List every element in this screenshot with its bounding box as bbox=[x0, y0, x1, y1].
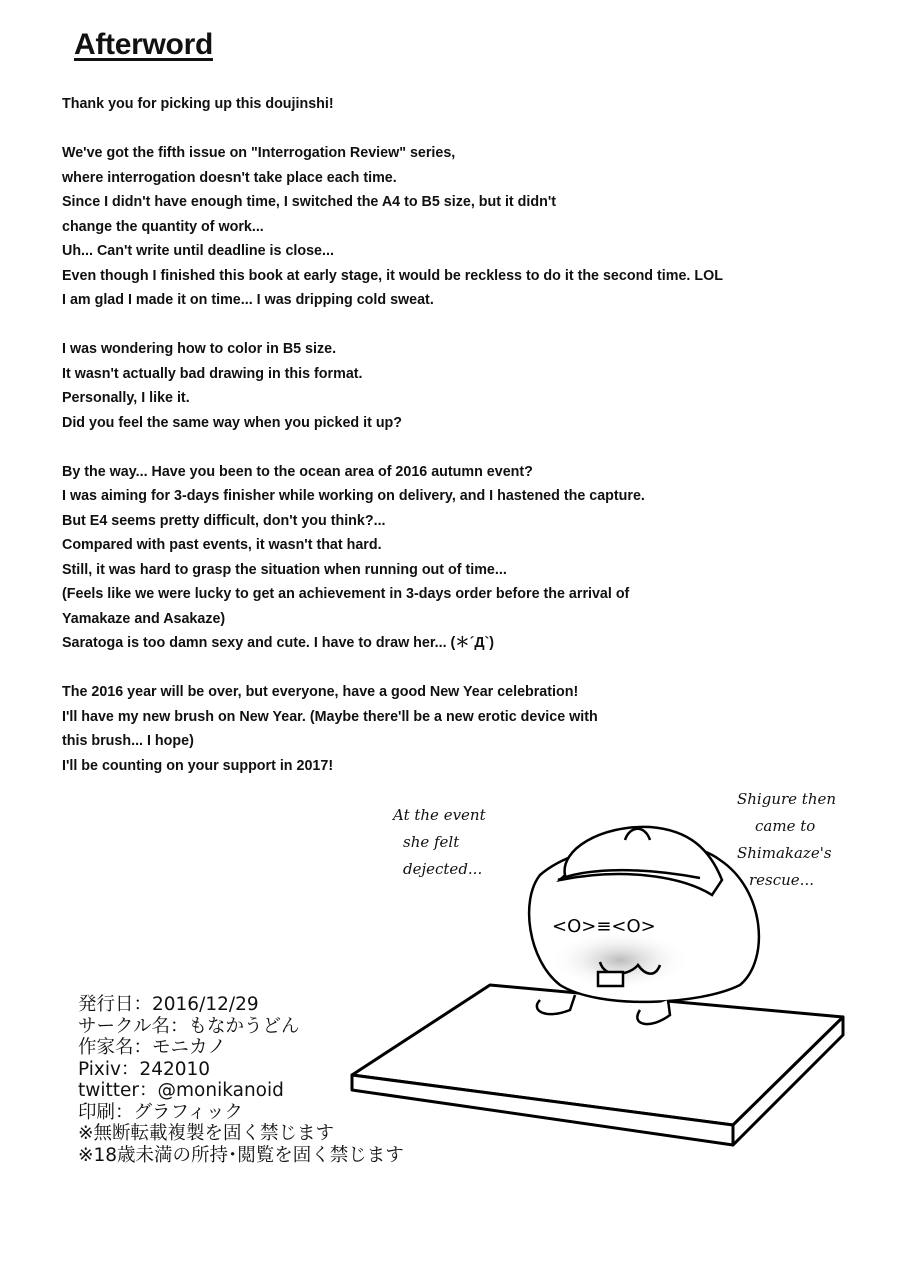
text-line: Compared with past events, it wasn't that hard. bbox=[62, 537, 382, 553]
text-line: But E4 seems pretty difficult, don't you think?... bbox=[62, 512, 386, 529]
page-title: Afterword bbox=[74, 28, 213, 61]
publish-date: 発行日：2016/12/29 bbox=[78, 994, 259, 1015]
svg-text:<O>≡<O>: <O>≡<O> bbox=[552, 916, 656, 937]
text-line: this brush... I hope) bbox=[62, 733, 194, 749]
text-line: Yamakaze and Asakaze) bbox=[62, 610, 226, 627]
text-line: I was wondering how to color in B5 size. bbox=[62, 341, 337, 357]
colophon bbox=[78, 994, 404, 1166]
printer: 印刷：グラフィック bbox=[78, 1101, 244, 1123]
note-line: At the event bbox=[393, 806, 486, 824]
left-handwritten-note bbox=[393, 802, 486, 883]
desk-board bbox=[352, 985, 843, 1145]
right-handwritten-note bbox=[737, 786, 836, 894]
twitter-handle: twitter：@monikanoid bbox=[78, 1080, 284, 1101]
text-line: Did you feel the same way when you picked it up? bbox=[62, 414, 403, 431]
note-line: Shimakaze's bbox=[737, 844, 832, 862]
text-line: I'll have my new brush on New Year. (Maybe there'll be a new erotic device with bbox=[62, 708, 598, 725]
text-line: The 2016 year will be over, but everyone, have a good New Year celebration! bbox=[62, 684, 579, 700]
text-line: Thank you for picking up this doujinshi! bbox=[62, 96, 334, 112]
text-line: change the quantity of work... bbox=[62, 218, 264, 235]
note-line: rescue... bbox=[749, 871, 814, 889]
text-line: Personally, I like it. bbox=[62, 390, 190, 406]
text-line: I'll be counting on your support in 2017! bbox=[62, 757, 334, 774]
copyright-notice: ※無断転載複製を固く禁じます bbox=[78, 1123, 335, 1144]
text-line: Still, it was hard to grasp the situation when running out of time... bbox=[62, 561, 507, 578]
text-line: Uh... Can't write until deadline is close... bbox=[62, 243, 334, 259]
text-line: Even though I finished this book at early stage, it would be reckless to do it the second time. LOL bbox=[62, 267, 723, 284]
text-line: Saratoga is too damn sexy and cute. I have to draw her... (＊´Д`) bbox=[62, 635, 495, 651]
text-line: Since I didn't have enough time, I switched the A4 to B5 size, but it didn't bbox=[62, 194, 556, 210]
pixiv-id: Pixiv：242010 bbox=[78, 1058, 211, 1080]
text-line: It wasn't actually bad drawing in this format. bbox=[62, 365, 363, 382]
text-line: (Feels like we were lucky to get an achievement in 3-days order before the arrival of bbox=[62, 586, 630, 602]
author-name: 作家名：モニカノ bbox=[78, 1037, 227, 1058]
circle-name: サークル名：もなかうどん bbox=[78, 1015, 300, 1037]
text-line: I am glad I made it on time... I was dripping cold sweat. bbox=[62, 292, 434, 308]
note-line: Shigure then bbox=[737, 790, 837, 808]
note-line: dejected... bbox=[403, 860, 483, 878]
age-notice: ※18歳未満の所持･閲覧を固く禁じます bbox=[78, 1144, 404, 1166]
text-line: By the way... Have you been to the ocean area of 2016 autumn event? bbox=[62, 463, 533, 480]
text-line: where interrogation doesn't take place each time. bbox=[62, 169, 397, 186]
note-line: she felt bbox=[403, 833, 460, 851]
text-line: I was aiming for 3-days finisher while working on delivery, and I hastened the capture. bbox=[62, 488, 645, 504]
note-line: came to bbox=[755, 817, 816, 835]
text-line: We've got the fifth issue on "Interrogation Review" series, bbox=[62, 145, 456, 161]
